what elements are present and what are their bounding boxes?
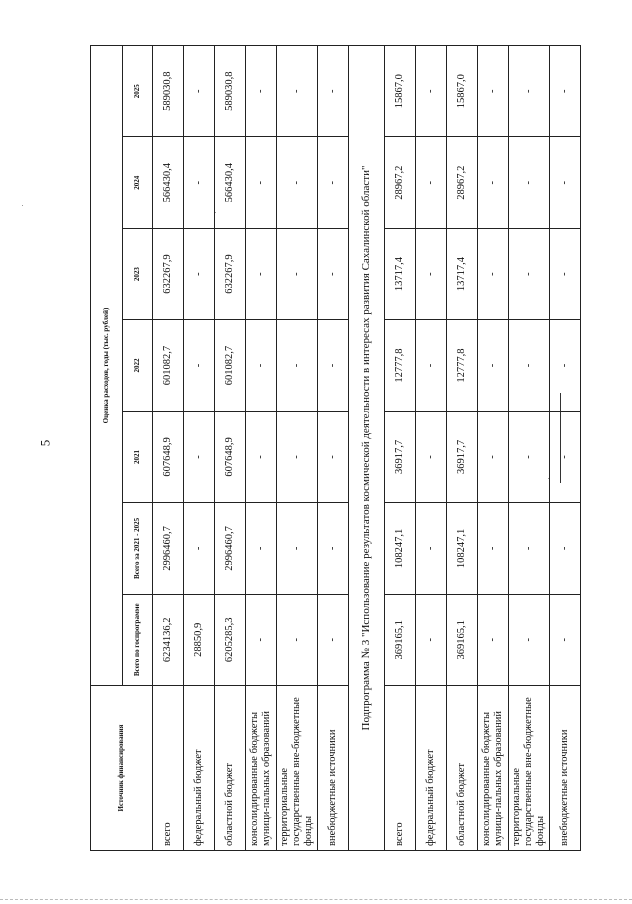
table-cell: 13717,4 xyxy=(447,228,478,319)
table-row xyxy=(215,46,246,851)
table-cell: 589030,8 xyxy=(215,46,246,137)
table-cell: - xyxy=(509,137,550,228)
table-cell: - xyxy=(478,594,509,685)
row-label: территориальные государственные вне-бюджетные фонды xyxy=(509,686,550,851)
table-cell: 6234136,2 xyxy=(153,594,184,685)
table-cell: 12777,8 xyxy=(447,320,478,411)
page-number: 5 xyxy=(37,439,53,447)
table-cell: 28850,9 xyxy=(184,594,215,685)
column-header: 2025 xyxy=(123,46,153,137)
table-cell: - xyxy=(277,46,318,137)
table-cell: 601082,7 xyxy=(215,320,246,411)
table-cell: 6205285,3 xyxy=(215,594,246,685)
table-cell: - xyxy=(416,411,447,502)
row-label: федеральный бюджет xyxy=(184,686,215,851)
table-cell: - xyxy=(277,594,318,685)
table-cell: 369165,1 xyxy=(447,594,478,685)
table-cell: - xyxy=(246,411,277,502)
table-cell: - xyxy=(184,411,215,502)
table-cell: - xyxy=(550,594,581,685)
table-row xyxy=(550,46,581,851)
table-cell: - xyxy=(478,503,509,594)
table-cell: 589030,8 xyxy=(153,46,184,137)
row-label: консолидированные бюджеты муници-пальных образований xyxy=(246,686,277,851)
table-cell: - xyxy=(277,503,318,594)
table-cell: - xyxy=(509,503,550,594)
table-cell: - xyxy=(277,411,318,502)
table-cell: 36917,7 xyxy=(385,411,416,502)
row-label: областной бюджет xyxy=(447,686,478,851)
table-cell: - xyxy=(478,320,509,411)
table-cell: - xyxy=(246,594,277,685)
table-cell: - xyxy=(550,137,581,228)
page-bottom-edge xyxy=(0,899,632,901)
row-label: федеральный бюджет xyxy=(416,686,447,851)
column-header: 2024 xyxy=(123,137,153,228)
row-label: внебюджетные источники xyxy=(550,686,581,851)
table-cell: - xyxy=(416,137,447,228)
table-cell: - xyxy=(550,228,581,319)
table-cell: - xyxy=(246,320,277,411)
table-cell: - xyxy=(416,320,447,411)
table-cell: - xyxy=(318,503,349,594)
table-cell: - xyxy=(550,46,581,137)
table-cell: 2996460,7 xyxy=(153,503,184,594)
table-cell: - xyxy=(318,137,349,228)
rotated-table-wrapper xyxy=(90,45,571,851)
table-cell: 566430,4 xyxy=(215,137,246,228)
row-label: областной бюджет xyxy=(215,686,246,851)
table-cell: - xyxy=(478,137,509,228)
table-cell: 13717,4 xyxy=(385,228,416,319)
table-row xyxy=(385,46,416,851)
table-cell: - xyxy=(478,228,509,319)
table-cell: - xyxy=(318,46,349,137)
table-cell: 2996460,7 xyxy=(215,503,246,594)
column-header: Всего за 2021 - 2025 xyxy=(123,503,153,594)
table-cell: - xyxy=(550,503,581,594)
table-cell: 369165,1 xyxy=(385,594,416,685)
table-row xyxy=(277,46,318,851)
table-cell: - xyxy=(478,411,509,502)
column-header: 2021 xyxy=(123,411,153,502)
table-cell: 632267,9 xyxy=(153,228,184,319)
table-cell: - xyxy=(184,503,215,594)
table-cell: - xyxy=(318,411,349,502)
table-cell: 36917,7 xyxy=(447,411,478,502)
table-cell: 28967,2 xyxy=(447,137,478,228)
table-cell: 15867,0 xyxy=(447,46,478,137)
column-header: 2022 xyxy=(123,320,153,411)
table-cell: - xyxy=(184,228,215,319)
row-label: всего xyxy=(385,686,416,851)
table-cell: 632267,9 xyxy=(215,228,246,319)
table-cell: - xyxy=(246,46,277,137)
table-row xyxy=(478,46,509,851)
row-label: консолидированные бюджеты муници-пальных образований xyxy=(478,686,509,851)
financing-table xyxy=(90,45,581,851)
table-cell: - xyxy=(416,46,447,137)
table-cell: - xyxy=(318,594,349,685)
table-cell: - xyxy=(184,46,215,137)
table-cell: 108247,1 xyxy=(447,503,478,594)
table-cell: - xyxy=(509,46,550,137)
table-cell: 15867,0 xyxy=(385,46,416,137)
column-header: Всего по госпрограмме xyxy=(123,594,153,685)
table-cell: - xyxy=(509,228,550,319)
column-header: 2023 xyxy=(123,228,153,319)
row-label: внебюджетные источники xyxy=(318,686,349,851)
table-cell: - xyxy=(416,503,447,594)
scan-speck xyxy=(22,205,23,206)
table-cell: - xyxy=(416,594,447,685)
subprogram-title: Подпрограмма № 3 "Использование результатов космической деятельности в интересах развития Сахалинской области" xyxy=(349,46,385,851)
table-row xyxy=(509,46,550,851)
table-cell: - xyxy=(318,228,349,319)
table-cell: - xyxy=(318,320,349,411)
table-cell: - xyxy=(509,411,550,502)
table-cell: 108247,1 xyxy=(385,503,416,594)
table-cell: 12777,8 xyxy=(385,320,416,411)
table-row xyxy=(246,46,277,851)
subprogram-row xyxy=(349,46,385,851)
table-cell: - xyxy=(509,320,550,411)
table-cell: - xyxy=(277,137,318,228)
row-label: территориальные государственные вне-бюджетные фонды xyxy=(277,686,318,851)
table-row xyxy=(153,46,184,851)
table-cell: - xyxy=(478,46,509,137)
table-cell: - xyxy=(277,228,318,319)
table-cell: - xyxy=(550,320,581,411)
table-cell: 607648,9 xyxy=(153,411,184,502)
table-cell: - xyxy=(184,320,215,411)
table-cell: 607648,9 xyxy=(215,411,246,502)
table-cell: 566430,4 xyxy=(153,137,184,228)
table-cell: - xyxy=(246,137,277,228)
table-row xyxy=(447,46,478,851)
table-cell: - xyxy=(246,503,277,594)
table-cell: - xyxy=(277,320,318,411)
table-cell: - xyxy=(416,228,447,319)
table-cell: 601082,7 xyxy=(153,320,184,411)
table-row xyxy=(416,46,447,851)
table-row xyxy=(184,46,215,851)
table-cell: - xyxy=(509,594,550,685)
table-cell: 28967,2 xyxy=(385,137,416,228)
table-row xyxy=(318,46,349,851)
header-estimate: Оценка расходов, годы (тыс. рублей) xyxy=(91,46,123,686)
row-label: всего xyxy=(153,686,184,851)
header-source: Источник финансирования xyxy=(91,686,153,851)
table-cell: - xyxy=(246,228,277,319)
table-cell: - xyxy=(184,137,215,228)
table-cell: - xyxy=(550,411,581,502)
